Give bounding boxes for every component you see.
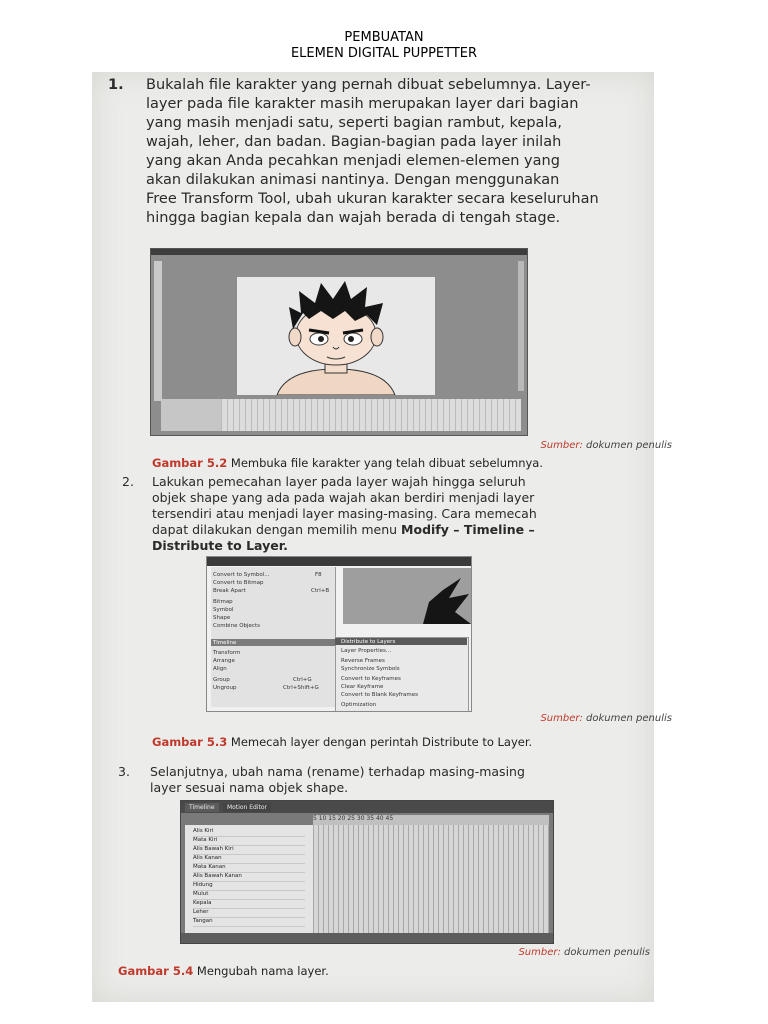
layer-row[interactable]: Alis Bawah Kiri bbox=[193, 845, 305, 855]
page-title bbox=[0, 30, 768, 62]
caption-label: Gambar 5.2 bbox=[152, 456, 228, 470]
submenu-item[interactable]: Reverse Frames bbox=[341, 658, 385, 664]
caption-text: Membuka file karakter yang telah dibuat sebelumnya. bbox=[230, 456, 544, 470]
step-2-text bbox=[152, 474, 562, 554]
menu-shortcut: F8 bbox=[315, 572, 322, 578]
tab-motion-editor[interactable]: Motion Editor bbox=[223, 803, 271, 812]
step-3-line: layer sesuai nama objek shape. bbox=[150, 780, 349, 795]
step-2-line: Distribute to Layer. bbox=[152, 538, 288, 553]
submenu-item[interactable]: Convert to Keyframes bbox=[341, 676, 401, 682]
submenu-item-distribute[interactable]: Distribute to Layers bbox=[341, 639, 396, 645]
step-1-number: 1. bbox=[108, 77, 124, 93]
cartoon-boy-illustration bbox=[237, 277, 435, 395]
step-3-number: 3. bbox=[118, 764, 130, 779]
submenu-item[interactable]: Clear Keyframe bbox=[341, 684, 384, 690]
step-3-line: Selanjutnya, ubah nama (rename) terhadap masing-masing bbox=[150, 764, 525, 779]
frame-ruler: 5 10 15 20 25 30 35 40 45 bbox=[313, 815, 549, 825]
caption-text: Mengubah nama layer. bbox=[196, 964, 329, 978]
step-3-text bbox=[150, 764, 558, 796]
step-2-line: objek shape yang ada pada wajah akan berdiri menjadi layer bbox=[152, 490, 535, 505]
layer-row[interactable]: Mulut bbox=[193, 890, 305, 900]
app-menubar bbox=[151, 249, 527, 255]
tools-panel bbox=[154, 261, 162, 401]
figure-2-source: Sumber: dokumen penulis bbox=[540, 713, 672, 724]
properties-panel bbox=[518, 261, 524, 391]
layer-row[interactable]: Leher bbox=[193, 908, 305, 918]
menu-item[interactable]: Combine Objects bbox=[213, 623, 260, 629]
menu-shortcut: Ctrl+B bbox=[311, 588, 330, 594]
layer-row[interactable]: Hidung bbox=[193, 881, 305, 891]
menu-item[interactable]: Shape bbox=[213, 615, 231, 621]
layer-row[interactable]: Alis Bawah Kanan bbox=[193, 872, 305, 882]
step-2-line: dapat dilakukan dengan memilih menu Modify – Timeline – bbox=[152, 522, 535, 537]
tab-timeline[interactable]: Timeline bbox=[185, 803, 219, 812]
layer-list-panel bbox=[161, 399, 221, 431]
figure-2-caption bbox=[152, 735, 532, 749]
step-1-line: yang masih menjadi satu, seperti bagian rambut, kepala, bbox=[146, 115, 562, 131]
submenu-item[interactable]: Synchronize Symbols bbox=[341, 666, 400, 672]
menu-bar bbox=[207, 557, 471, 566]
step-2-number: 2. bbox=[122, 474, 134, 489]
menu-item[interactable]: Transform bbox=[213, 650, 241, 656]
menu-item[interactable]: Align bbox=[213, 666, 227, 672]
submenu-item[interactable]: Convert to Blank Keyframes bbox=[341, 692, 419, 698]
submenu-item[interactable]: Optimization bbox=[341, 702, 377, 708]
layer-row[interactable]: Kepala bbox=[193, 899, 305, 909]
timeline-footer bbox=[181, 933, 553, 943]
hair-shape-illustration bbox=[343, 568, 471, 624]
step-1-line: hingga bagian kepala dan wajah berada di tengah stage. bbox=[146, 210, 561, 226]
step-1-line: layer pada file karakter masih merupakan layer dari bagian bbox=[146, 96, 579, 112]
caption-label: Gambar 5.4 bbox=[118, 964, 194, 978]
menu-item[interactable]: Arrange bbox=[213, 658, 235, 664]
menu-item[interactable]: Ungroup bbox=[213, 685, 237, 691]
menu-item[interactable]: Group bbox=[213, 677, 230, 683]
figure-flash-character bbox=[150, 248, 528, 436]
menu-item[interactable]: Convert to Symbol... bbox=[213, 572, 270, 578]
stage bbox=[237, 277, 435, 395]
caption-label: Gambar 5.3 bbox=[152, 735, 228, 749]
menu-item[interactable]: Bitmap bbox=[213, 599, 233, 605]
layer-row[interactable]: Tangan bbox=[193, 917, 305, 927]
step-2-line: tersendiri atau menjadi layer masing-masing. Cara memecah bbox=[152, 506, 537, 521]
figure-1-caption bbox=[152, 456, 543, 470]
step-1-line: Free Transform Tool, ubah ukuran karakter secara keseluruhan bbox=[146, 191, 599, 207]
caption-text: Memecah layer dengan perintah Distribute to Layer. bbox=[230, 735, 533, 749]
layer-row[interactable]: Alis Kiri bbox=[193, 827, 305, 837]
step-1-line: yang akan Anda pecahkan menjadi elemen-elemen yang bbox=[146, 153, 560, 169]
figure-modify-menu bbox=[206, 556, 472, 712]
figure-3-source: Sumber: dokumen penulis bbox=[518, 947, 650, 958]
step-1-line: wajah, leher, dan badan. Bagian-bagian pada layer inilah bbox=[146, 134, 562, 150]
figure-1-source: Sumber: dokumen penulis bbox=[540, 440, 672, 451]
menu-item[interactable]: Convert to Bitmap bbox=[213, 580, 264, 586]
layer-row[interactable]: Mata Kanan bbox=[193, 863, 305, 873]
menu-item-timeline[interactable]: Timeline bbox=[213, 640, 237, 646]
frame-grid bbox=[313, 815, 549, 933]
step-1-text bbox=[146, 76, 646, 228]
stage-background bbox=[343, 568, 471, 624]
menu-shortcut: Ctrl+G bbox=[293, 677, 312, 683]
figure-timeline-layers bbox=[180, 800, 554, 944]
title-line-2: ELEMEN DIGITAL PUPPETTER bbox=[290, 46, 478, 61]
menu-shortcut: Ctrl+Shift+G bbox=[283, 685, 319, 691]
step-2-line: Lakukan pemecahan layer pada layer wajah hingga seluruh bbox=[152, 474, 526, 489]
menu-item[interactable]: Break Apart bbox=[213, 588, 246, 594]
layer-row[interactable]: Alis Kanan bbox=[193, 854, 305, 864]
menu-item[interactable]: Symbol bbox=[213, 607, 234, 613]
step-1-line: Bukalah file karakter yang pernah dibuat sebelumnya. Layer- bbox=[146, 77, 591, 93]
layer-row[interactable]: Mata Kiri bbox=[193, 836, 305, 846]
figure-3-caption bbox=[118, 964, 329, 978]
submenu-item[interactable]: Layer Properties... bbox=[341, 648, 392, 654]
title-line-1: PEMBUATAN bbox=[344, 30, 424, 45]
step-1-line: akan dilakukan animasi nantinya. Dengan menggunakan bbox=[146, 172, 560, 188]
